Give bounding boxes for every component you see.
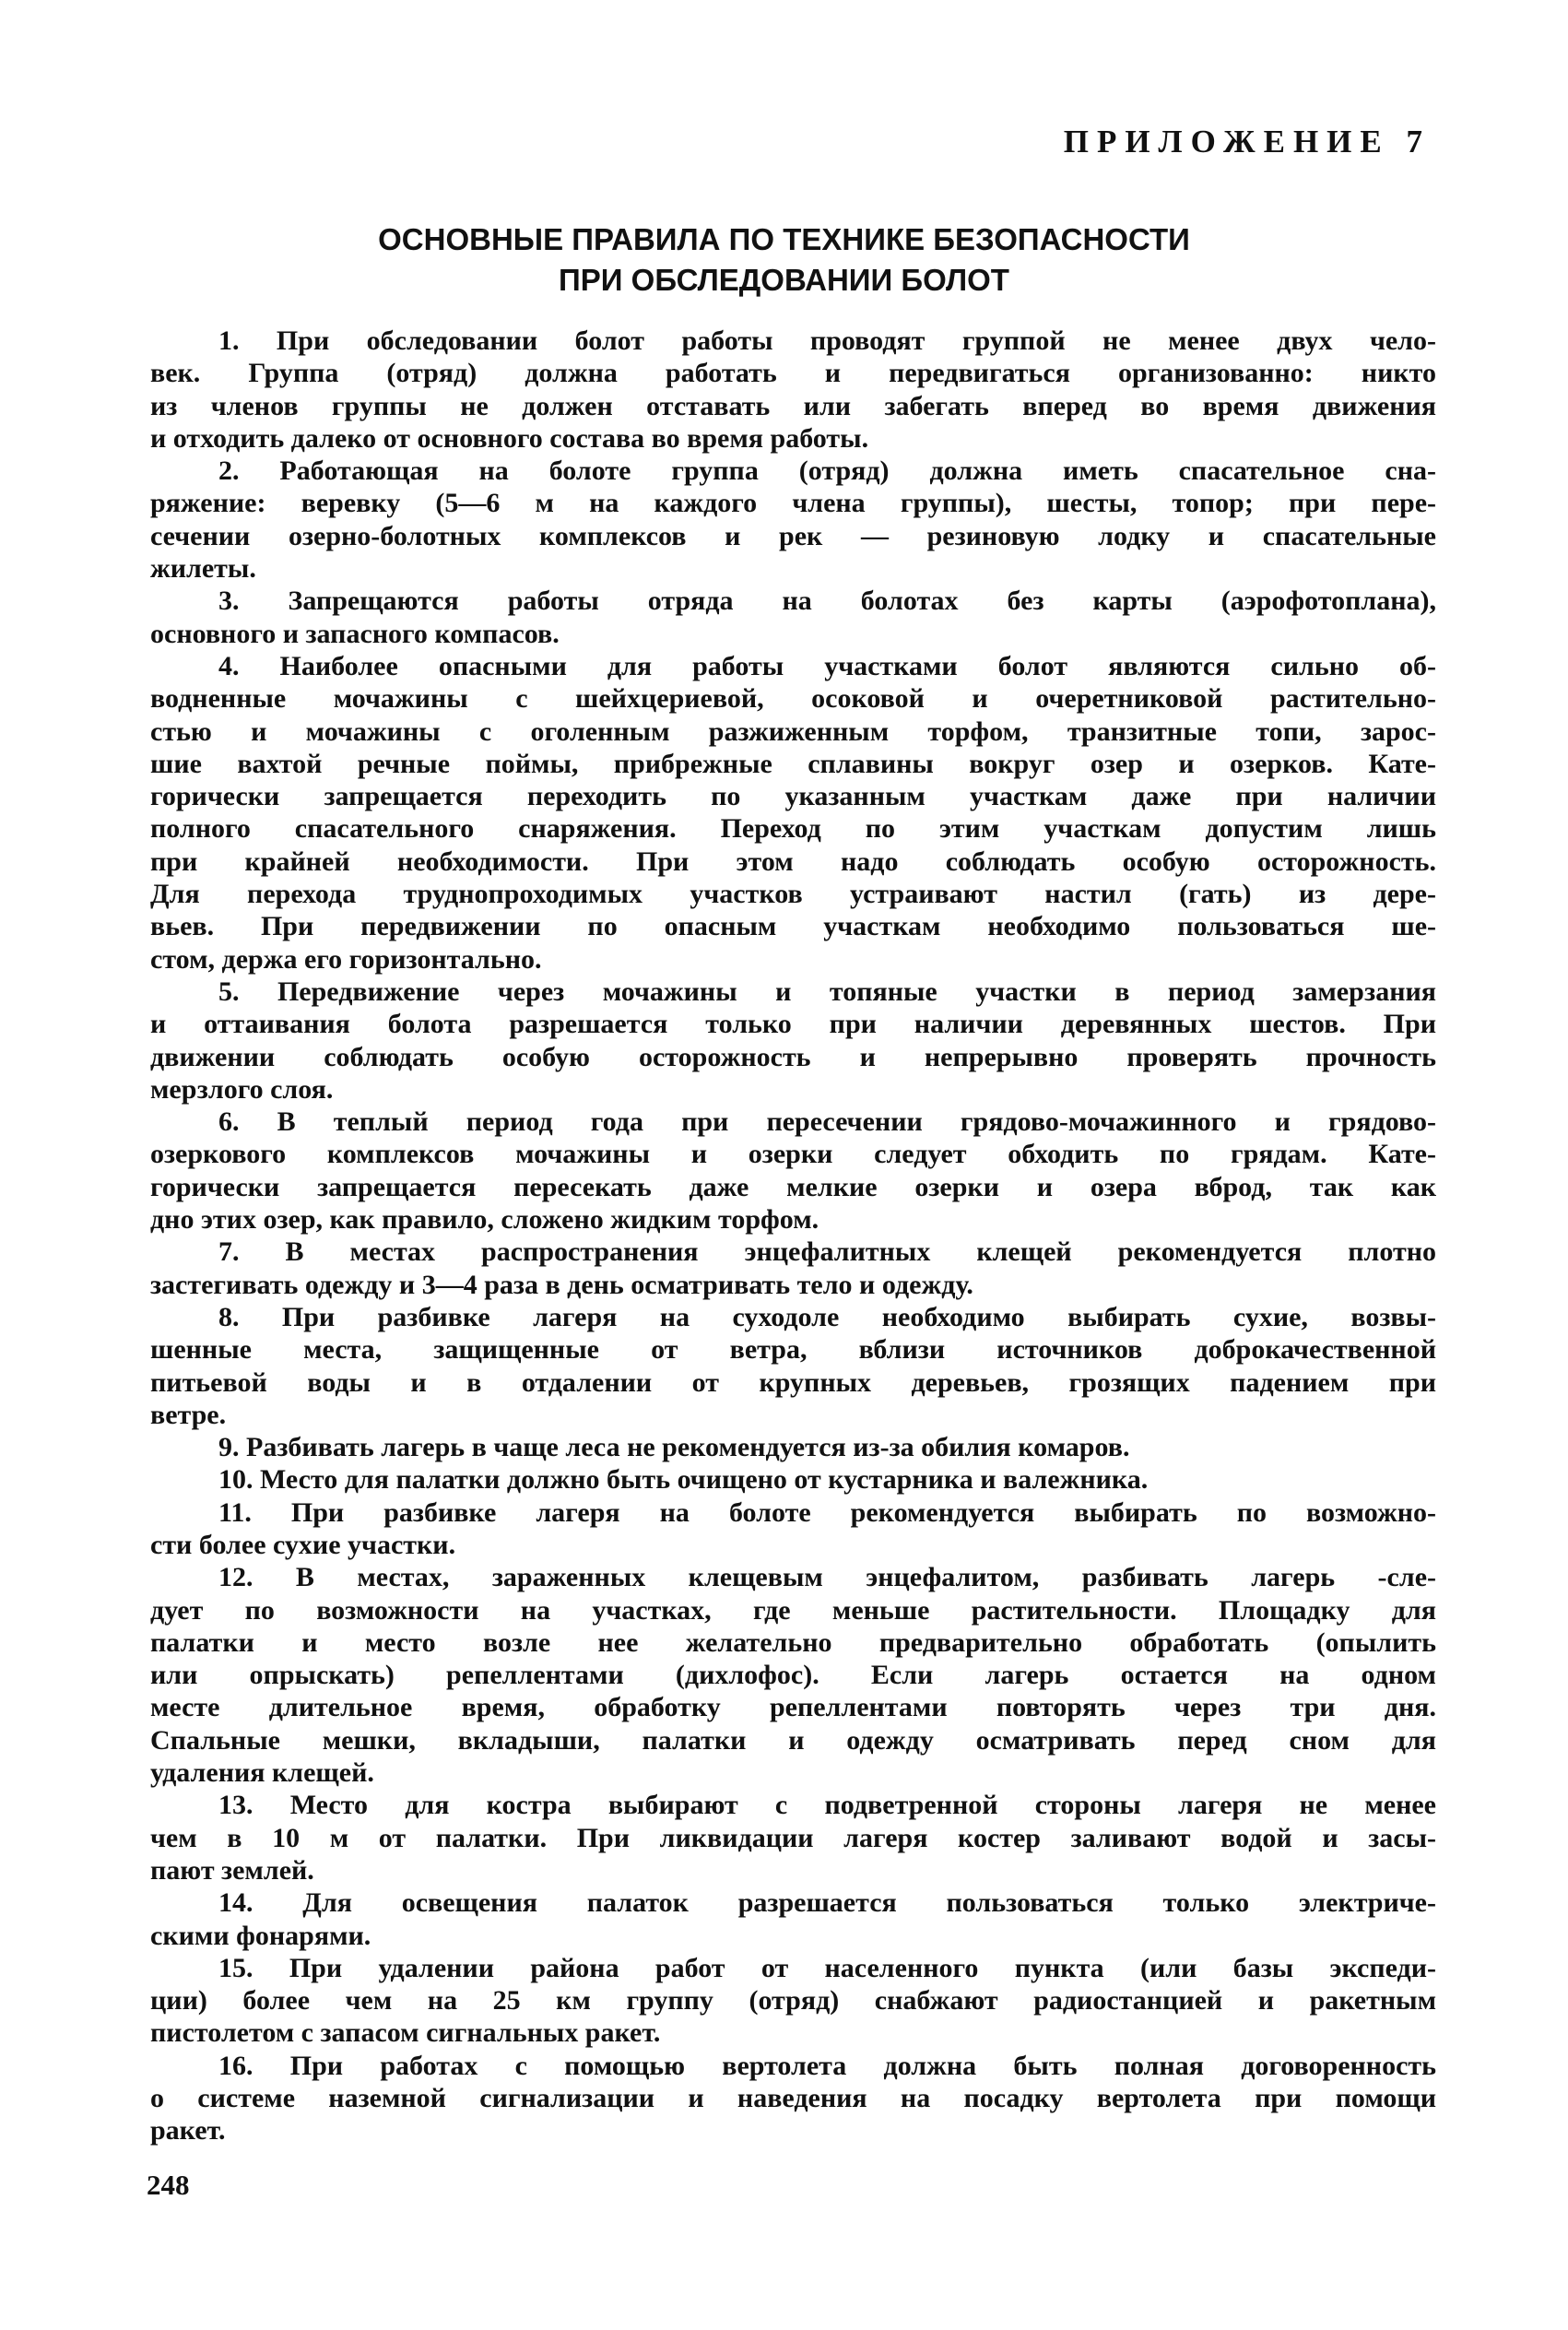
paragraph — [150, 650, 1436, 976]
text-line: 5. Передвижение через мочажины и топяные участки в период замерзания — [218, 976, 1436, 1007]
paragraph — [150, 976, 1436, 1106]
paragraph — [150, 1561, 1436, 1789]
paragraph — [150, 455, 1436, 585]
paragraph — [150, 1431, 1436, 1463]
text-line: 13. Место для костра выбирают с подветренной стороны лагеря не менее — [218, 1790, 1436, 1821]
text-line: сечении озерно-болотных комплексов и рек — резиновую лодку и спасательные — [150, 520, 1436, 551]
text-line: шенные места, защищенные от ветра, вблизи источников доброкачественной — [150, 1334, 1436, 1366]
paragraph — [150, 1463, 1436, 1496]
text-line: из членов группы не должен отставать или забегать вперед во время движения — [150, 390, 1436, 421]
text-line: жилеты. — [150, 553, 256, 585]
text-line: горически запрещается переходить по указанным участкам даже при наличии — [150, 781, 1436, 812]
paragraph — [150, 1789, 1436, 1886]
text-line: ции) более чем на 25 км группу (отряд) снабжают радиостанцией и ракетным — [150, 1985, 1436, 2017]
text-line: движении соблюдать особую осторожность и непрерывно проверять прочность — [150, 1041, 1436, 1072]
text-line: водненные мочажины с шейхцериевой, осоковой и очеретниковой растительно- — [150, 683, 1436, 715]
paragraph — [150, 1236, 1436, 1301]
text-line: полного спасательного снаряжения. Переход по этим участкам допустим лишь — [150, 813, 1436, 845]
text-line: 9. Разбивать лагерь в чаще леса не рекомендуется из-за обилия комаров. — [218, 1432, 1130, 1463]
text-line: ряжение: веревку (5—6 м на каждого члена группы), шесты, топор; при пере- — [150, 488, 1436, 519]
text-line: 4. Наиболее опасными для работы участками болот являются сильно об- — [218, 650, 1436, 681]
text-line: 15. При удалении района работ от населенного пункта (или базы экспеди- — [218, 1952, 1436, 1983]
paragraph — [150, 2050, 1436, 2147]
text-line: пают землей. — [150, 1854, 314, 1886]
text-line: Для перехода труднопроходимых участков устраивают настил (гать) из дере- — [150, 879, 1436, 910]
paragraph — [150, 325, 1436, 455]
text-line: пистолетом с запасом сигнальных ракет. — [150, 2017, 661, 2049]
text-line: дует по возможности на участках, где меньше растительности. Площадку для — [150, 1594, 1436, 1626]
text-line: мерзлого слоя. — [150, 1073, 334, 1105]
text-line: 3. Запрещаются работы отряда на болотах без карты (аэрофотоплана), — [218, 585, 1436, 617]
paragraph — [150, 1886, 1436, 1952]
text-line: 10. Место для палатки должно быть очищено от кустарника и валежника. — [218, 1464, 1149, 1496]
text-line: 1. При обследовании болот работы проводят группой не менее двух чело- — [218, 325, 1436, 356]
text-line: 7. В местах распространения энцефалитных клещей рекомендуется плотно — [218, 1236, 1436, 1268]
text-line: стом, держа его горизонтально. — [150, 943, 542, 975]
text-line: озеркового комплексов мочажины и озерки следует обходить по грядам. Кате- — [150, 1139, 1436, 1170]
paragraph — [150, 585, 1436, 650]
text-line: палатки и место возле нее желательно предварительно обработать (опылить — [150, 1626, 1436, 1658]
text-line: 6. В теплый период года при пересечении грядово-мочажинного и грядово- — [218, 1106, 1436, 1138]
text-line: месте длительное время, обработку репеллентами повторять через три дня. — [150, 1692, 1436, 1723]
text-line: или опрыскать) репеллентами (дихлофос). Если лагерь остается на одном — [150, 1660, 1436, 1691]
text-line: вьев. При передвижении по опасным участкам необходимо пользоваться ше- — [150, 911, 1436, 942]
text-line: стью и мочажины с оголенным разжиженным торфом, транзитные топи, зарос- — [150, 716, 1436, 747]
text-line: шие вахтой речные поймы, прибрежные сплавины вокруг озер и озерков. Кате- — [150, 748, 1436, 779]
body-text — [150, 325, 1436, 2147]
paragraph — [150, 1301, 1436, 1431]
text-line: ракет. — [150, 2115, 226, 2147]
paragraph — [150, 1952, 1436, 2050]
text-line: Спальные мешки, вкладыши, палатки и одежду осматривать перед сном для — [150, 1724, 1436, 1756]
text-line: и отходить далеко от основного состава во время работы. — [150, 422, 869, 454]
text-line: основного и запасного компасов. — [150, 618, 560, 649]
text-line: скими фонарями. — [150, 1920, 371, 1951]
title-line: ОСНОВНЫЕ ПРАВИЛА ПО ТЕХНИКЕ БЕЗОПАСНОСТИ — [378, 222, 1190, 256]
text-line: 11. При разбивке лагеря на болоте рекомендуется выбирать по возможно- — [218, 1496, 1436, 1528]
text-line: о системе наземной сигнализации и наведения на посадку вертолета при помощи — [150, 2083, 1436, 2114]
text-line: дно этих озер, как правило, сложено жидким торфом. — [150, 1204, 819, 1236]
text-line: век. Группа (отряд) должна работать и передвигаться организованно: никто — [150, 358, 1436, 389]
paragraph — [150, 1496, 1436, 1562]
appendix-label: ПРИЛОЖЕНИЕ 7 — [1063, 124, 1431, 160]
text-line: ветре. — [150, 1399, 227, 1430]
text-line: горически запрещается пересекать даже мелкие озерки и озера вброд, так как — [150, 1171, 1436, 1202]
page-title — [0, 219, 1568, 301]
text-line: 14. Для освещения палаток разрешается пользоваться только электриче- — [218, 1887, 1436, 1919]
text-line: 12. В местах, зараженных клещевым энцефалитом, разбивать лагерь -сле- — [218, 1562, 1436, 1593]
text-line: 2. Работающая на болоте группа (отряд) должна иметь спасательное сна- — [218, 455, 1436, 487]
text-line: чем в 10 м от палатки. При ликвидации лагеря костер заливают водой и засы- — [150, 1822, 1436, 1853]
title-line: ПРИ ОБСЛЕДОВАНИИ БОЛОТ — [559, 263, 1009, 297]
text-line: и оттаивания болота разрешается только при наличии деревянных шестов. При — [150, 1009, 1436, 1040]
paragraph — [150, 1106, 1436, 1236]
text-line: 8. При разбивке лагеря на суходоле необходимо выбирать сухие, возвы- — [218, 1301, 1436, 1332]
text-line: 16. При работах с помощью вертолета должна быть полная договоренность — [218, 2050, 1436, 2081]
page-number: 248 — [147, 2169, 190, 2201]
text-line: застегивать одежду и 3—4 раза в день осматривать тело и одежду. — [150, 1269, 973, 1300]
text-line: сти более сухие участки. — [150, 1529, 456, 1560]
text-line: при крайней необходимости. При этом надо соблюдать особую осторожность. — [150, 846, 1436, 877]
text-line: удаления клещей. — [150, 1757, 374, 1789]
text-line: питьевой воды и в отдалении от крупных деревьев, грозящих падением при — [150, 1366, 1436, 1398]
